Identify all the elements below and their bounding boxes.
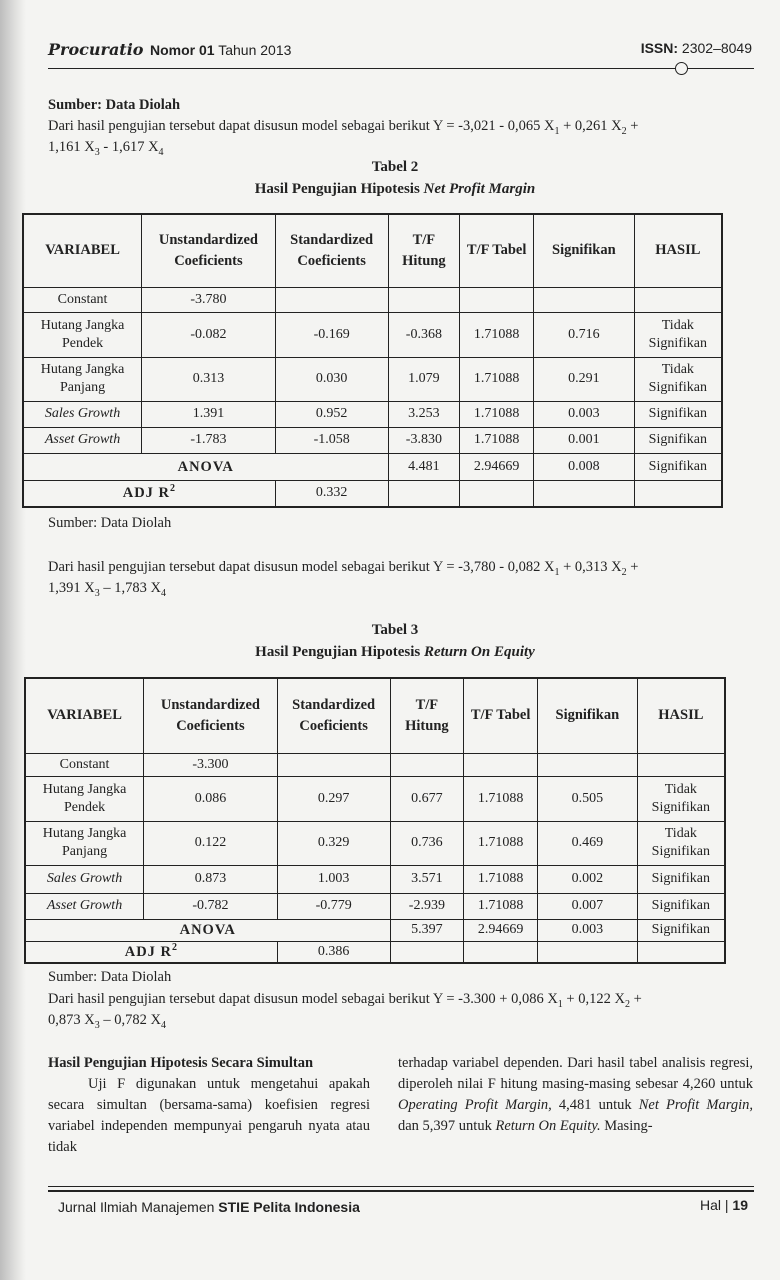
table-cell: -1.783 [142,427,276,453]
table-cell: -3.780 [142,287,276,312]
table-cell: 1.71088 [464,776,538,821]
table-cell: 4.481 [388,453,460,480]
running-header [48,38,754,64]
table-row [23,357,722,401]
table-cell: 0.291 [534,357,635,401]
table-cell: 1.003 [277,865,390,893]
table-cell: -0.169 [275,312,388,357]
table-cell: ADJ $R^2$ [25,941,277,963]
table-row [23,401,722,427]
table-cell: 0.469 [538,821,638,865]
table-cell: 0.003 [534,401,635,427]
page-number: Hal | 19 [699,1197,748,1213]
table-cell: Hutang Jangka Panjang [23,357,142,401]
table3-header-cell: Unstandardized Coeficients [144,678,278,753]
table-row [25,865,725,893]
table3-header-row [25,678,725,753]
table-cell: Tidak Signifikan [634,357,722,401]
table-cell: -2.939 [390,893,464,919]
table-cell: 1.391 [142,401,276,427]
table-cell: 0.505 [538,776,638,821]
table3-header-cell: T/F Tabel [464,678,538,753]
table3-header-cell: HASIL [637,678,725,753]
table-cell: 0.873 [144,865,278,893]
table-cell: Sales Growth [23,401,142,427]
table-cell [534,480,635,507]
table-cell: 5.397 [390,919,464,941]
footer-rule [48,1186,754,1187]
table2-label: Tabel 2 [371,159,419,175]
table-cell: ADJ $R^2$ [23,480,275,507]
table-cell: -1.058 [275,427,388,453]
table-row [23,312,722,357]
table2-header-row [23,214,722,287]
table-row [25,893,725,919]
model-equation-3-cont: 0,873 $X_3 - 0,782$ $X_4$ [48,1012,166,1031]
table-cell: Signifikan [634,401,722,427]
table2 [22,213,723,508]
table-cell: Asset Growth [23,427,142,453]
source-note-1: Sumber: Data Diolah [48,97,181,113]
table-cell: 0.122 [144,821,278,865]
table-cell [464,941,538,963]
table-cell: 0.329 [277,821,390,865]
table-cell: 0.386 [277,941,390,963]
table-cell: 1.71088 [460,312,534,357]
right-column: terhadap variabel dependen. Dari hasil tabel analisis regresi, diperoleh nilai F hitung masing-masing sebesar 4,260 untuk Operating Profit Margin, 4,481 untuk Net Profit Margin, dan 5,397 untuk Return On Equity. Masing- [398,1055,754,1134]
table-cell: 0.736 [390,821,464,865]
table-cell: Constant [23,287,142,312]
table-cell: 2.94669 [464,919,538,941]
table-cell: 1.079 [388,357,460,401]
header-rule [48,68,754,69]
table-cell: Signifikan [637,919,725,941]
table-cell: 0.030 [275,357,388,401]
table-cell: Signifikan [637,893,725,919]
table-row [23,287,722,312]
model-equation-3: Dari hasil pengujian tersebut dapat disusun model sebagai berikut Y = -3.300 + 0,086 $X_1 + 0,122$ $X_2$ + [48,991,642,1010]
table2-adj-row [23,480,722,507]
table3-title: Hasil Pengujian Hipotesis Return On Equity [255,644,535,660]
table-cell: 0.007 [538,893,638,919]
table3 [24,677,726,964]
table-cell [464,753,538,776]
table-cell [388,287,460,312]
table-cell [637,941,725,963]
table3-header-cell: Standardized Coeficients [277,678,390,753]
table-cell [390,753,464,776]
table-cell [390,941,464,963]
table-cell: 0.003 [538,919,638,941]
table2-header-cell: Signifikan [534,214,635,287]
table3-anova-row [25,919,725,941]
table-cell [388,480,460,507]
model-equation-1: Dari hasil pengujian tersebut dapat disusun model sebagai berikut Y = -3,021 - 0,065 $X_1 + 0,261$ $X_2$ + [48,118,639,137]
table-cell: -3.830 [388,427,460,453]
table-cell [534,287,635,312]
table-cell: ANOVA [23,453,388,480]
table-cell: 1.71088 [460,401,534,427]
table-cell: Hutang Jangka Pendek [25,776,144,821]
table-cell: 2.94669 [460,453,534,480]
table-cell: 0.008 [534,453,635,480]
table-cell [637,753,725,776]
model-equation-2-cont: 1,391 $X_3 - 1,783$ $X_4$ [48,580,166,599]
table-cell: Asset Growth [25,893,144,919]
table-cell: -3.300 [144,753,278,776]
table-cell [634,480,722,507]
table-cell: ANOVA [25,919,390,941]
table3-label: Tabel 3 [371,622,419,638]
table2-header-cell: T/F Tabel [460,214,534,287]
source-note-2: Sumber: Data Diolah [48,515,172,531]
source-note-3: Sumber: Data Diolah [48,969,172,985]
table3-header-cell: VARIABEL [25,678,144,753]
table-cell: -0.779 [277,893,390,919]
table2-header-cell: Standardized Coeficients [275,214,388,287]
table-cell: 1.71088 [460,427,534,453]
table-cell: 1.71088 [464,865,538,893]
section-heading: Hasil Pengujian Hipotesis Secara Simultan [48,1055,314,1071]
table-cell [275,287,388,312]
table-cell [538,753,638,776]
table-cell [538,941,638,963]
table-cell: 0.716 [534,312,635,357]
table-cell: 3.253 [388,401,460,427]
issue-info: Nomor 01 Tahun 2013 [150,42,292,58]
journal-logo: Procuratio [48,40,144,59]
table-cell: Tidak Signifikan [634,312,722,357]
table-row [25,821,725,865]
model-equation-2: Dari hasil pengujian tersebut dapat disusun model sebagai berikut Y = -3,780 - 0,082 $X_1 + 0,313$ $X_2$ + [48,559,639,578]
table3-header-cell: T/F Hitung [390,678,464,753]
table-cell: Signifikan [637,865,725,893]
model-equation-1-cont: 1,161 $X_3 - 1,617$ $X_4$ [48,139,164,158]
table-cell: -0.782 [144,893,278,919]
table-cell: 0.086 [144,776,278,821]
table-cell: Hutang Jangka Pendek [23,312,142,357]
table-cell [634,287,722,312]
table-cell: Constant [25,753,144,776]
table-cell: 0.952 [275,401,388,427]
table-cell: -0.082 [142,312,276,357]
table-row [23,427,722,453]
table3-adj-row [25,941,725,963]
table-cell: Sales Growth [25,865,144,893]
table-cell: 1.71088 [464,893,538,919]
header-rule-ornament [675,62,688,75]
table-cell [460,480,534,507]
table2-header-cell: HASIL [634,214,722,287]
table-cell: -0.368 [388,312,460,357]
left-column [48,1053,370,1158]
table-cell: 1.71088 [464,821,538,865]
issn: ISSN: 2302–8049 [640,40,752,56]
footer-rule-thick [48,1190,754,1192]
table-cell: 0.332 [275,480,388,507]
table-cell: Signifikan [634,453,722,480]
table-cell [460,287,534,312]
table3-header-cell: Signifikan [538,678,638,753]
table2-anova-row [23,453,722,480]
table-row [25,776,725,821]
table2-header-cell: T/F Hitung [388,214,460,287]
table-cell: Tidak Signifikan [637,776,725,821]
table-cell: Tidak Signifikan [637,821,725,865]
table2-header-cell: VARIABEL [23,214,142,287]
table-row [25,753,725,776]
footer-journal: Jurnal Ilmiah Manajemen STIE Pelita Indonesia [58,1199,360,1215]
table-cell: 0.677 [390,776,464,821]
table2-title: Hasil Pengujian Hipotesis Net Profit Margin [254,181,536,197]
table2-header-cell: Unstandardized Coeficients [142,214,276,287]
table-cell: 1.71088 [460,357,534,401]
table-cell: 0.297 [277,776,390,821]
table-cell: 0.001 [534,427,635,453]
table-cell: 0.002 [538,865,638,893]
left-paragraph: Uji F digunakan untuk mengetahui apakah secara simultan (bersama-sama) koefisien regresi variabel independen mempunyai pengaruh nyata atau tidak [48,1076,370,1155]
table-cell [277,753,390,776]
table-cell: Hutang Jangka Panjang [25,821,144,865]
table-cell: 3.571 [390,865,464,893]
table-cell: 0.313 [142,357,276,401]
table-cell: Signifikan [634,427,722,453]
